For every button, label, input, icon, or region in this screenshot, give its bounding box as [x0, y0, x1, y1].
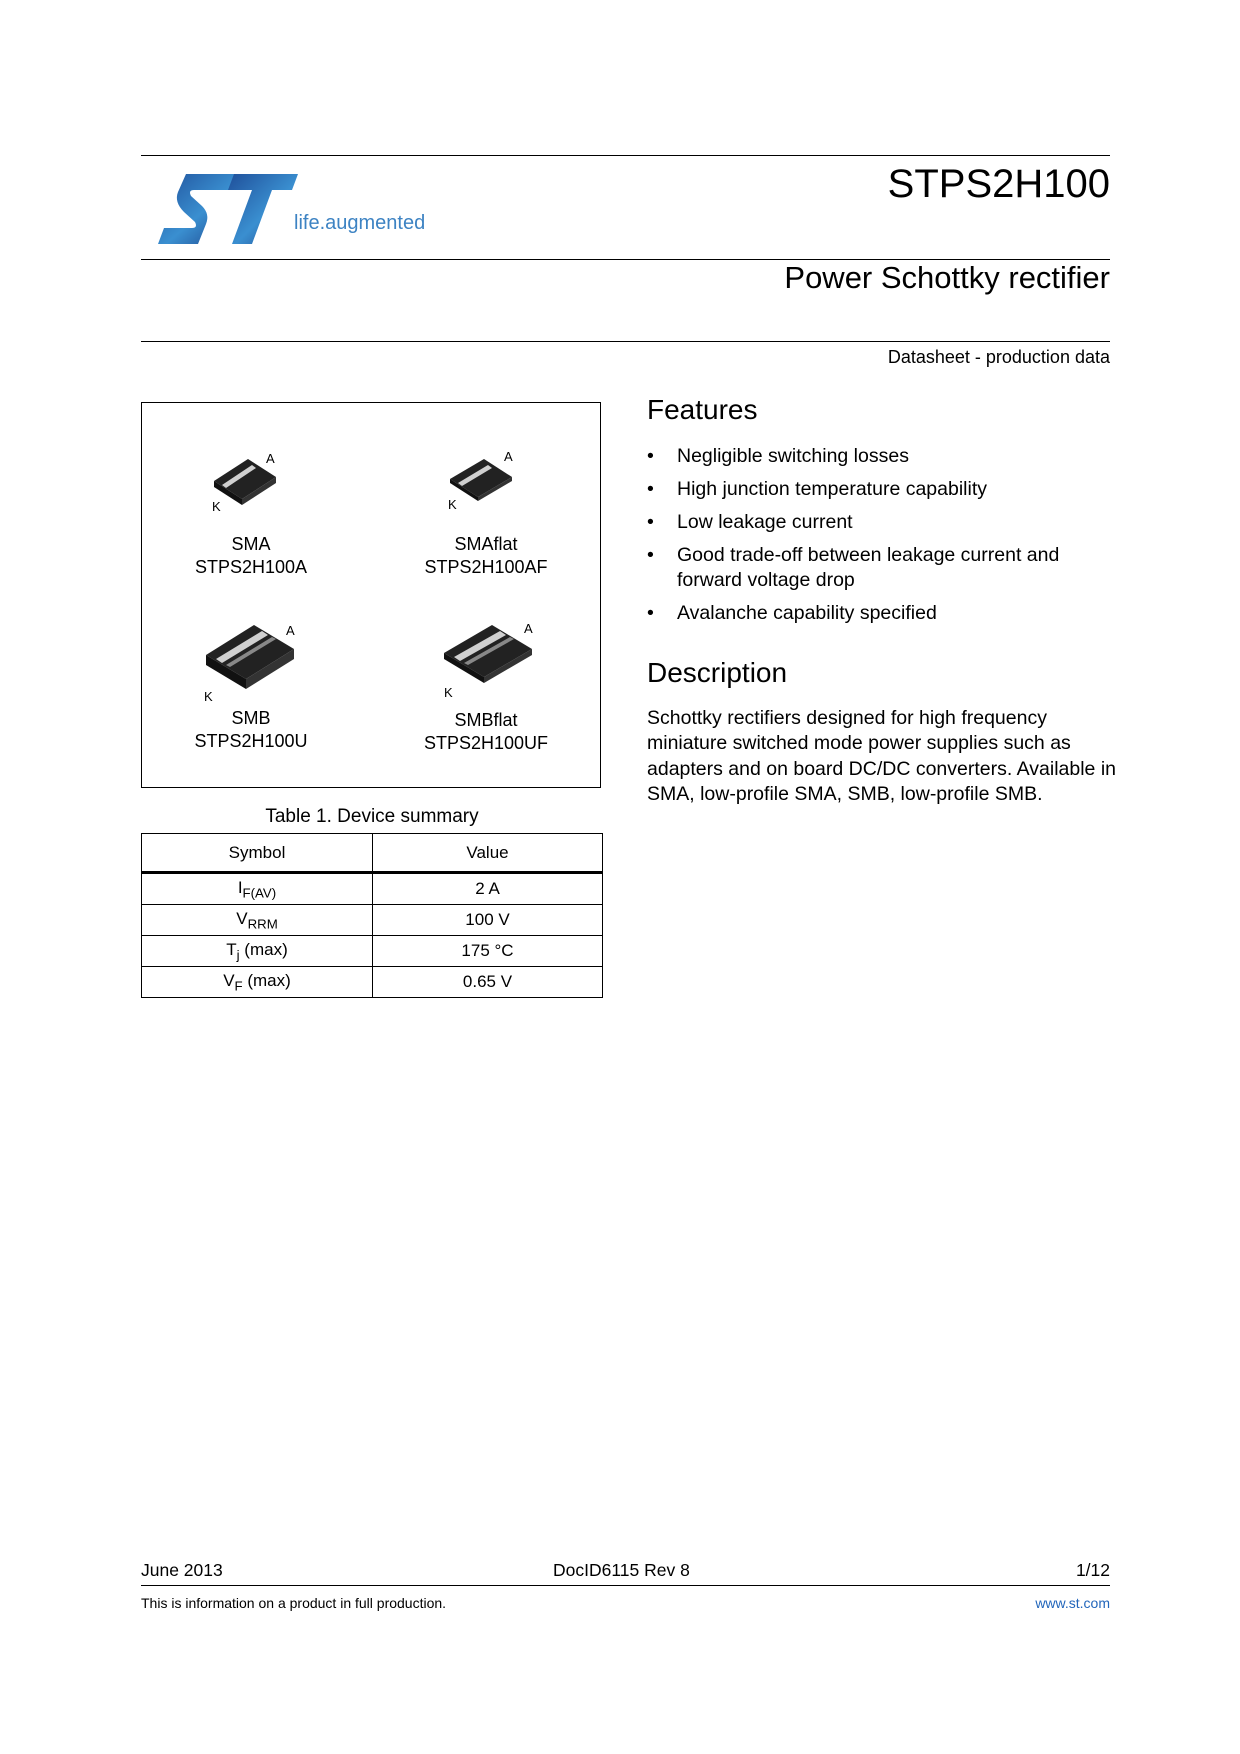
package-part-number: STPS2H100A — [194, 557, 308, 577]
package-caption — [151, 707, 351, 753]
footer-website-link[interactable]: www.st.com — [1035, 1595, 1110, 1611]
package-caption — [386, 709, 586, 755]
smb-package-image — [204, 623, 304, 705]
datasheet-label: Datasheet - production data — [887, 347, 1110, 367]
subtitle-rule — [141, 341, 1110, 342]
package-part-number: STPS2H100AF — [424, 557, 548, 577]
smb-pin-a: A — [286, 623, 295, 638]
features-heading: Features — [647, 394, 758, 425]
top-rule — [141, 155, 1110, 156]
feature-item: • Negligible switching losses — [647, 445, 909, 467]
description-heading: Description — [647, 657, 788, 688]
symbol-cell: $V_{RRM}$ — [142, 905, 373, 936]
feature-item: • Avalanche capability specified — [647, 602, 937, 624]
footer-note: This is information on a product in full production. — [141, 1595, 447, 1611]
package-part-number: STPS2H100U — [194, 731, 308, 751]
smb-pin-k: K — [204, 689, 213, 704]
sma-package-image — [210, 451, 290, 513]
package-name: SMA — [231, 534, 271, 554]
features-list — [647, 444, 1117, 634]
value-cell: 2 A — [373, 873, 603, 905]
smbflat-pin-k: K — [444, 685, 453, 700]
smaflat-pin-k: K — [448, 497, 457, 511]
symbol-cell: $V_F$ (max) — [142, 967, 373, 998]
bullet-icon: • — [647, 478, 654, 500]
brand-tagline: life.augmented — [294, 212, 426, 234]
st-logo-icon — [158, 172, 298, 248]
device-summary-table — [141, 833, 603, 998]
package-part-number: STPS2H100UF — [423, 733, 549, 753]
feature-item: • Good trade-off between leakage current and forward voltage drop — [647, 544, 1060, 591]
description-text: Schottky rectifiers designed for high frequency miniature switched mode power supplies such as adapters and on board DC/DC converters. Available in SMA, low-profile SMA, SMB, low-profile SMB. — [647, 707, 1116, 806]
value-cell: 100 V — [373, 905, 603, 936]
package-caption — [386, 533, 586, 579]
package-name: SMBflat — [454, 710, 518, 730]
table-row — [142, 967, 603, 998]
table-header-symbol: Symbol — [142, 834, 373, 873]
bullet-icon: • — [647, 544, 654, 566]
smaflat-pin-a: A — [504, 449, 513, 464]
st-logo — [158, 172, 448, 252]
footer-page-number: 1/12 — [1075, 1560, 1110, 1580]
package-name: SMAflat — [454, 534, 518, 554]
footer-date: June 2013 — [141, 1560, 223, 1580]
bullet-icon: • — [647, 602, 654, 624]
table-header-value: Value — [373, 834, 603, 873]
smaflat-package-image — [448, 449, 528, 511]
feature-item: • Low leakage current — [647, 511, 853, 533]
page-subtitle: Power Schottky rectifier — [784, 260, 1110, 295]
value-cell: 0.65 V — [373, 967, 603, 998]
package-box — [141, 402, 601, 788]
symbol-cell: $T_j$ (max) — [142, 936, 373, 967]
footer-doc-id: DocID6115 Rev 8 — [553, 1560, 690, 1580]
sma-pin-a: A — [266, 451, 275, 466]
table-title: Table 1. Device summary — [265, 806, 479, 827]
table-row — [142, 905, 603, 936]
package-caption — [151, 533, 351, 579]
table-row — [142, 873, 603, 905]
table-row — [142, 936, 603, 967]
footer-rule — [141, 1585, 1110, 1586]
part-number-title: STPS2H100 — [887, 162, 1110, 206]
symbol-cell: $I_{F(AV)}$ — [142, 873, 373, 905]
bullet-icon: • — [647, 511, 654, 533]
sma-pin-k: K — [212, 499, 221, 513]
package-name: SMB — [231, 708, 271, 728]
bullet-icon: • — [647, 445, 654, 467]
feature-item: • High junction temperature capability — [647, 478, 988, 500]
table-header-row — [142, 834, 603, 873]
smbflat-pin-a: A — [524, 621, 533, 636]
smbflat-package-image — [442, 621, 542, 703]
value-cell: 175 °C — [373, 936, 603, 967]
